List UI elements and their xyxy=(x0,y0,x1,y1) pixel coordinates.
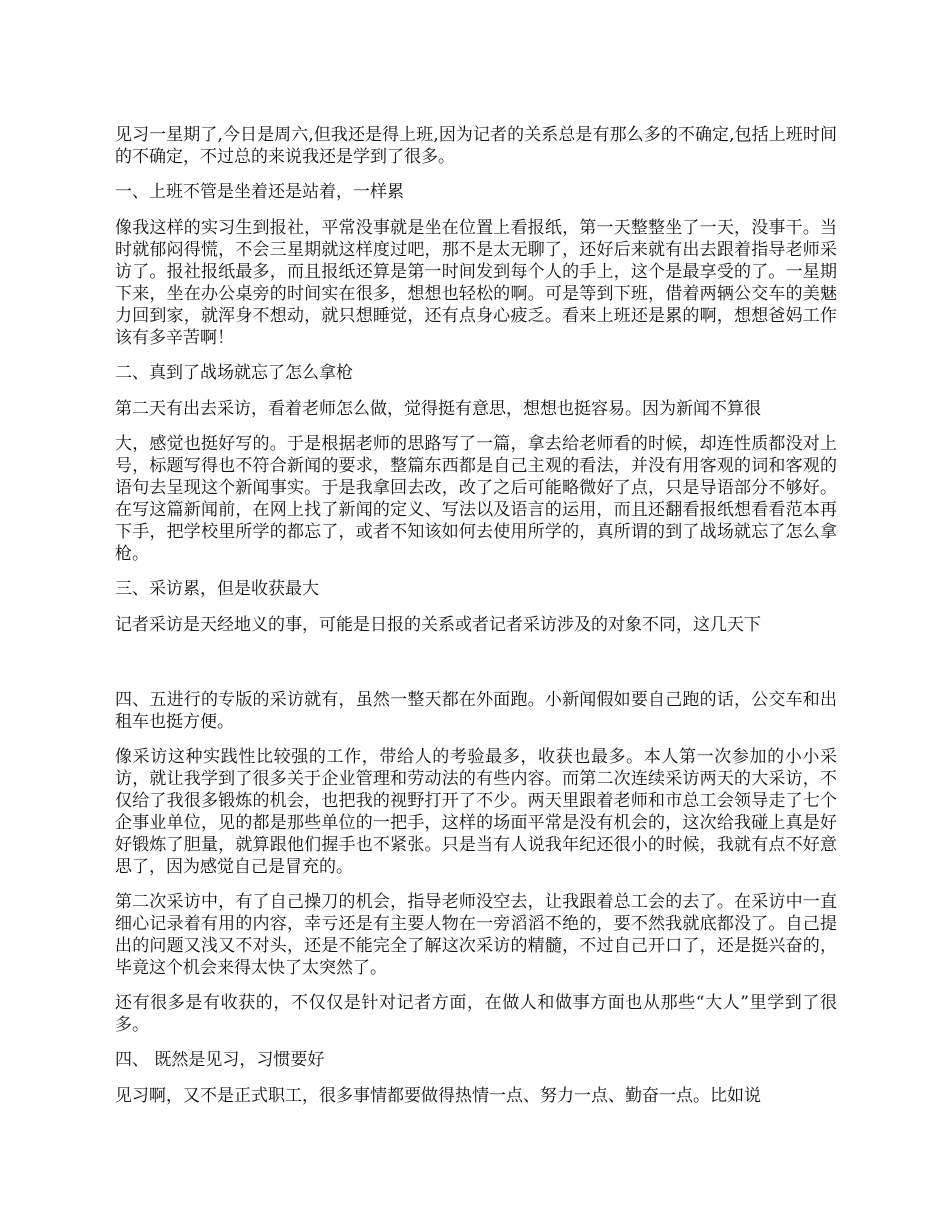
section-heading-4: 四、 既然是见习，习惯要好 xyxy=(115,1050,325,1070)
paragraph-section-3-d: 第二次采访中，有了自己操刀的机会，指导老师没空去，让我跟着总工会的去了。在采访中一直细心记录着有用的内容，幸亏还是有主要人物在一旁滔滔不绝的，要不然我就底都没了。自己提出的问题又浅又不对头，还是不能完全了解这次采访的精髓，不过自己开口了，还是挺兴奋的，毕竟这个机会来得太快了太突然了。 xyxy=(115,892,837,978)
paragraph-section-2-b: 大，感觉也挺好写的。于是根据老师的思路写了一篇，拿去给老师看的时候，却连性质都没对上号，标题写得也不符合新闻的要求，整篇东西都是自己主观的看法，并没有用客观的词和客观的语句去呈现这个新闻事实。于是我拿回去改，改了之后可能略微好了点，只是导语部分不够好。在写这篇新闻前，在网上找了新闻的定义、写法以及语言的运用，而且还翻看报纸想看看范本再下手，把学校里所学的都忘了，或者不知该如何去使用所学的，真所谓的到了战场就忘了怎么拿枪。 xyxy=(115,434,837,564)
paragraph-section-2-a: 第二天有出去采访，看着老师怎么做，觉得挺有意思，想想也挺容易。因为新闻不算很 xyxy=(115,399,761,419)
section-heading-1: 一、上班不管是坐着还是站着，一样累 xyxy=(115,182,404,202)
paragraph-section-1: 像我这样的实习生到报社，平常没事就是坐在位置上看报纸，第一天整整坐了一天，没事干。当时就郁闷得慌，不会三星期就这样度过吧，那不是太无聊了，还好后来就有出去跟着指导老师采访了。报社报纸最多，而且报纸还算是第一时间发到每个人的手上，这个是最享受的了。一星期下来，坐在办公桌旁的时间实在很多，想想也轻松的啊。可是等到下班，借着两辆公交车的美魅力回到家，就浑身不想动，就只想睡觉，还有点身心疲乏。看来上班还是累的啊，想想爸妈工作该有多辛苦啊！ xyxy=(115,218,837,348)
section-heading-3: 三、采访累，但是收获最大 xyxy=(115,579,319,599)
paragraph-section-3-c: 像采访这种实践性比较强的工作，带给人的考验最多，收获也最多。本人第一次参加的小小采访，就让我学到了很多关于企业管理和劳动法的有些内容。而第二次连续采访两天的大采访，不仅给了我很多锻炼的机会，也把我的视野打开了不少。两天里跟着老师和市总工会领导走了七个企事业单位，见的都是那些单位的一把手，这样的场面平常是没有机会的，这次给我碰上真是好好锻炼了胆量，就算跟他们握手也不紧张。只是当有人说我年纪还很小的时候，我就有点不好意思了，因为感觉自己是冒充的。 xyxy=(115,747,837,877)
paragraph-intro: 见习一星期了,今日是周六,但我还是得上班,因为记者的关系总是有那么多的不确定,包括上班时间的不确定，不过总的来说我还是学到了很多。 xyxy=(115,125,837,167)
paragraph-section-3-b: 四、五进行的专版的采访就有，虽然一整天都在外面跑。小新闻假如要自己跑的话，公交车和出租车也挺方便。 xyxy=(115,690,837,732)
paragraph-section-3-e: 还有很多是有收获的，不仅仅是针对记者方面，在做人和做事方面也从那些“大人”里学到了很多。 xyxy=(115,993,837,1035)
paragraph-section-4: 见习啊，又不是正式职工，很多事情都要做得热情一点、努力一点、勤奋一点。比如说 xyxy=(115,1086,761,1106)
paragraph-section-3-a: 记者采访是天经地义的事，可能是日报的关系或者记者采访涉及的对象不同，这几天下 xyxy=(115,615,761,635)
document-body xyxy=(115,124,837,1120)
section-heading-2: 二、真到了战场就忘了怎么拿枪 xyxy=(115,363,353,383)
